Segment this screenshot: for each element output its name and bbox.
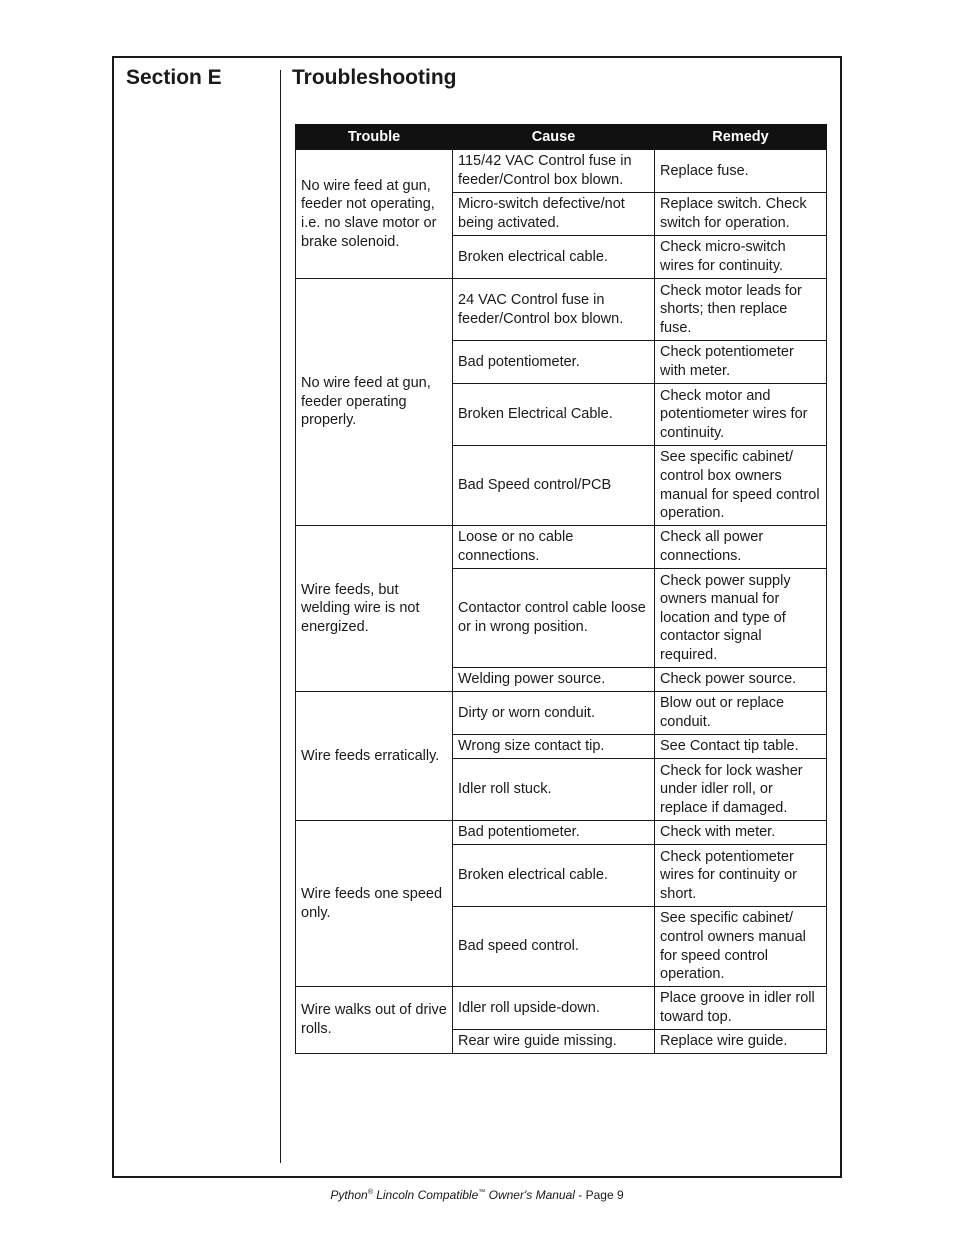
cause-cell: Dirty or worn conduit. [453,692,655,735]
cause-cell: Broken electrical cable. [453,845,655,907]
table-row [296,526,827,569]
table-row [296,279,827,341]
cause-cell: Loose or no cable connections. [453,526,655,569]
header-cause: Cause [453,125,655,150]
cause-cell: Broken electrical cable. [453,236,655,279]
remedy-cell: See Contact tip table. [655,735,827,759]
remedy-cell: Check with meter. [655,821,827,845]
trouble-cell: Wire feeds, but welding wire is not energized. [296,526,453,692]
remedy-cell: Check potentiometer with meter. [655,341,827,384]
remedy-cell: Check micro-switch wires for continuity. [655,236,827,279]
remedy-cell: Check motor and potentiometer wires for continuity. [655,384,827,446]
cause-cell: Wrong size contact tip. [453,735,655,759]
cause-cell: Rear wire guide missing. [453,1030,655,1054]
cause-cell: Welding power source. [453,668,655,692]
remedy-cell: Blow out or replace conduit. [655,692,827,735]
header-trouble: Trouble [296,125,453,150]
remedy-cell: See specific cabinet/ control owners manual for speed control operation. [655,907,827,987]
remedy-cell: Replace fuse. [655,150,827,193]
cause-cell: 24 VAC Control fuse in feeder/Control box blown. [453,279,655,341]
cause-cell: Bad Speed control/PCB [453,446,655,526]
footer-compat: Lincoln Compatible [376,1188,479,1202]
table-body [296,150,827,1054]
trouble-cell: No wire feed at gun, feeder operating properly. [296,279,453,526]
remedy-cell: Replace switch. Check switch for operation. [655,193,827,236]
cause-cell: Bad speed control. [453,907,655,987]
header-remedy: Remedy [655,125,827,150]
page-footer [0,1188,954,1202]
remedy-cell: Check power source. [655,668,827,692]
trouble-cell: Wire walks out of drive rolls. [296,987,453,1054]
remedy-cell: Check power supply owners manual for location and type of contactor signal required. [655,569,827,668]
remedy-cell: Replace wire guide. [655,1030,827,1054]
table-row [296,692,827,735]
cause-cell: Broken Electrical Cable. [453,384,655,446]
trouble-cell: No wire feed at gun, feeder not operating, i.e. no slave motor or brake solenoid. [296,150,453,279]
table-row [296,821,827,845]
cause-cell: Micro-switch defective/not being activated. [453,193,655,236]
footer-manual: Owner's Manual [488,1188,575,1202]
remedy-cell: Check motor leads for shorts; then replace fuse. [655,279,827,341]
table-row [296,987,827,1030]
footer-product: Python [330,1188,368,1202]
cause-cell: Bad potentiometer. [453,341,655,384]
remedy-cell: Check all power connections. [655,526,827,569]
footer-page-number: - Page 9 [578,1188,624,1202]
troubleshooting-table [295,124,827,1054]
registered-mark: ® [367,1189,373,1196]
cause-cell: Contactor control cable loose or in wrong position. [453,569,655,668]
cause-cell: Bad potentiometer. [453,821,655,845]
remedy-cell: Check potentiometer wires for continuity or short. [655,845,827,907]
trademark-mark: ™ [478,1189,486,1196]
trouble-cell: Wire feeds erratically. [296,692,453,821]
remedy-cell: Place groove in idler roll toward top. [655,987,827,1030]
column-divider [280,70,281,1163]
trouble-cell: Wire feeds one speed only. [296,821,453,987]
remedy-cell: See specific cabinet/ control box owners manual for speed control operation. [655,446,827,526]
table-header-row [296,125,827,150]
table-row [296,150,827,193]
section-label: Section E [126,66,222,89]
page-title: Troubleshooting [292,66,457,89]
cause-cell: Idler roll stuck. [453,759,655,821]
cause-cell: Idler roll upside-down. [453,987,655,1030]
cause-cell: 115/42 VAC Control fuse in feeder/Control box blown. [453,150,655,193]
remedy-cell: Check for lock washer under idler roll, or replace if damaged. [655,759,827,821]
